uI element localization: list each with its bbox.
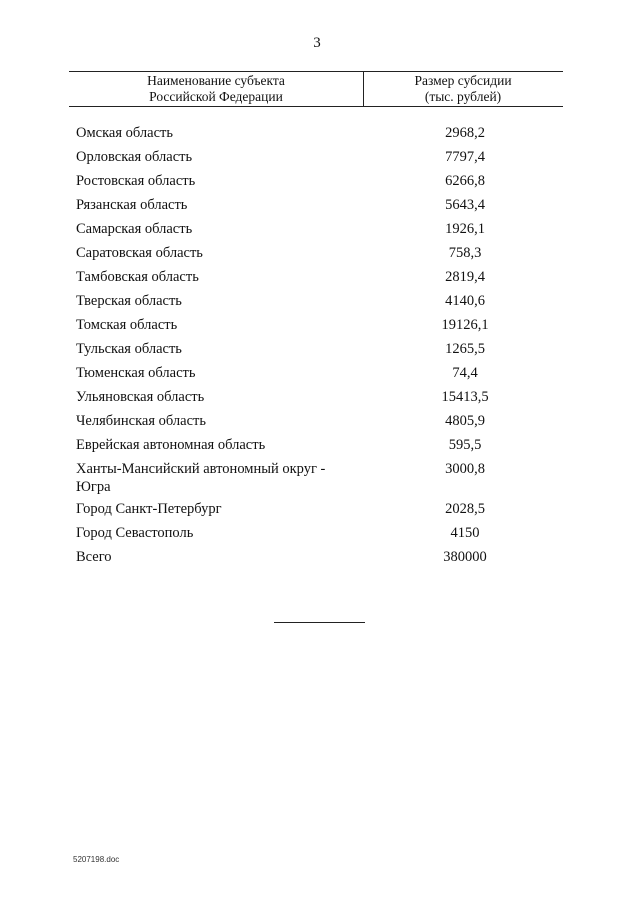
table-row (0, 412, 640, 436)
document-id: 5207198.doc (73, 855, 120, 864)
subsidy-amount: 2028,5 (445, 501, 485, 517)
region-name: Рязанская область (76, 197, 188, 213)
header-subsidy-amount (363, 73, 563, 105)
subsidy-amount: 1265,5 (445, 341, 485, 357)
region-name (76, 460, 376, 496)
region-name: Тульская область (76, 341, 182, 357)
region-name: Тюменская область (76, 365, 196, 381)
region-name: Тамбовская область (76, 269, 199, 285)
table-row (0, 524, 640, 548)
table-row (0, 268, 640, 292)
table-row (0, 244, 640, 268)
table-row (0, 124, 640, 148)
subsidy-amount: 595,5 (448, 437, 482, 453)
table-row (0, 388, 640, 412)
table-row (0, 364, 640, 388)
region-name-line1: Ханты-Мансийский автономный округ - (76, 461, 326, 477)
region-name: Тверская область (76, 293, 182, 309)
header-subsidy-amount-line2: (тыс. рублей) (424, 89, 502, 104)
region-name: Орловская область (76, 149, 193, 165)
region-name: Омская область (76, 125, 173, 141)
subsidy-amount: 4140,6 (445, 293, 485, 309)
subsidy-amount: 2819,4 (445, 269, 485, 285)
header-subject-name-line1: Наименование субъекта (147, 73, 285, 88)
table-row (0, 340, 640, 364)
region-name: Саратовская область (76, 245, 203, 261)
table-row (0, 316, 640, 340)
header-subject-name-line2: Российской Федерации (149, 89, 283, 104)
table-row (0, 148, 640, 172)
subsidy-amount: 6266,8 (445, 173, 485, 189)
table-top-rule (69, 71, 563, 72)
subsidy-amount: 19126,1 (441, 317, 489, 333)
region-name: Город Севастополь (76, 525, 194, 541)
table-row (0, 292, 640, 316)
region-name: Ульяновская область (76, 389, 205, 405)
table-row (0, 500, 640, 524)
region-name: Город Санкт-Петербург (76, 501, 222, 517)
subsidy-amount: 74,4 (452, 365, 478, 381)
total-label: Всего (76, 549, 112, 565)
total-amount: 380000 (443, 549, 487, 565)
subsidy-amount: 5643,4 (445, 197, 485, 213)
subsidy-amount: 1926,1 (445, 221, 485, 237)
table-row (0, 196, 640, 220)
page-number: 3 (313, 35, 321, 51)
region-name: Самарская область (76, 221, 193, 237)
region-name-line2: Югра (76, 479, 111, 495)
subsidy-amount: 4805,9 (445, 413, 485, 429)
table-row-total (0, 548, 640, 572)
table-row (0, 220, 640, 244)
table-row (0, 436, 640, 460)
region-name: Томская область (76, 317, 178, 333)
region-name: Ростовская область (76, 173, 196, 189)
table-row (0, 172, 640, 196)
subsidy-amount: 15413,5 (441, 389, 489, 405)
subsidy-amount: 3000,8 (445, 461, 485, 477)
header-subject-name (69, 73, 363, 105)
subsidy-table-body (0, 124, 640, 572)
subsidy-amount: 758,3 (448, 245, 482, 261)
header-subsidy-amount-line1: Размер субсидии (414, 73, 512, 88)
end-of-table-rule (274, 622, 365, 623)
subsidy-amount: 4150 (450, 525, 480, 541)
subsidy-amount: 2968,2 (445, 125, 485, 141)
table-header-rule (69, 106, 563, 107)
region-name: Еврейская автономная область (76, 437, 266, 453)
region-name: Челябинская область (76, 413, 206, 429)
subsidy-amount: 7797,4 (445, 149, 485, 165)
table-row (0, 460, 640, 500)
